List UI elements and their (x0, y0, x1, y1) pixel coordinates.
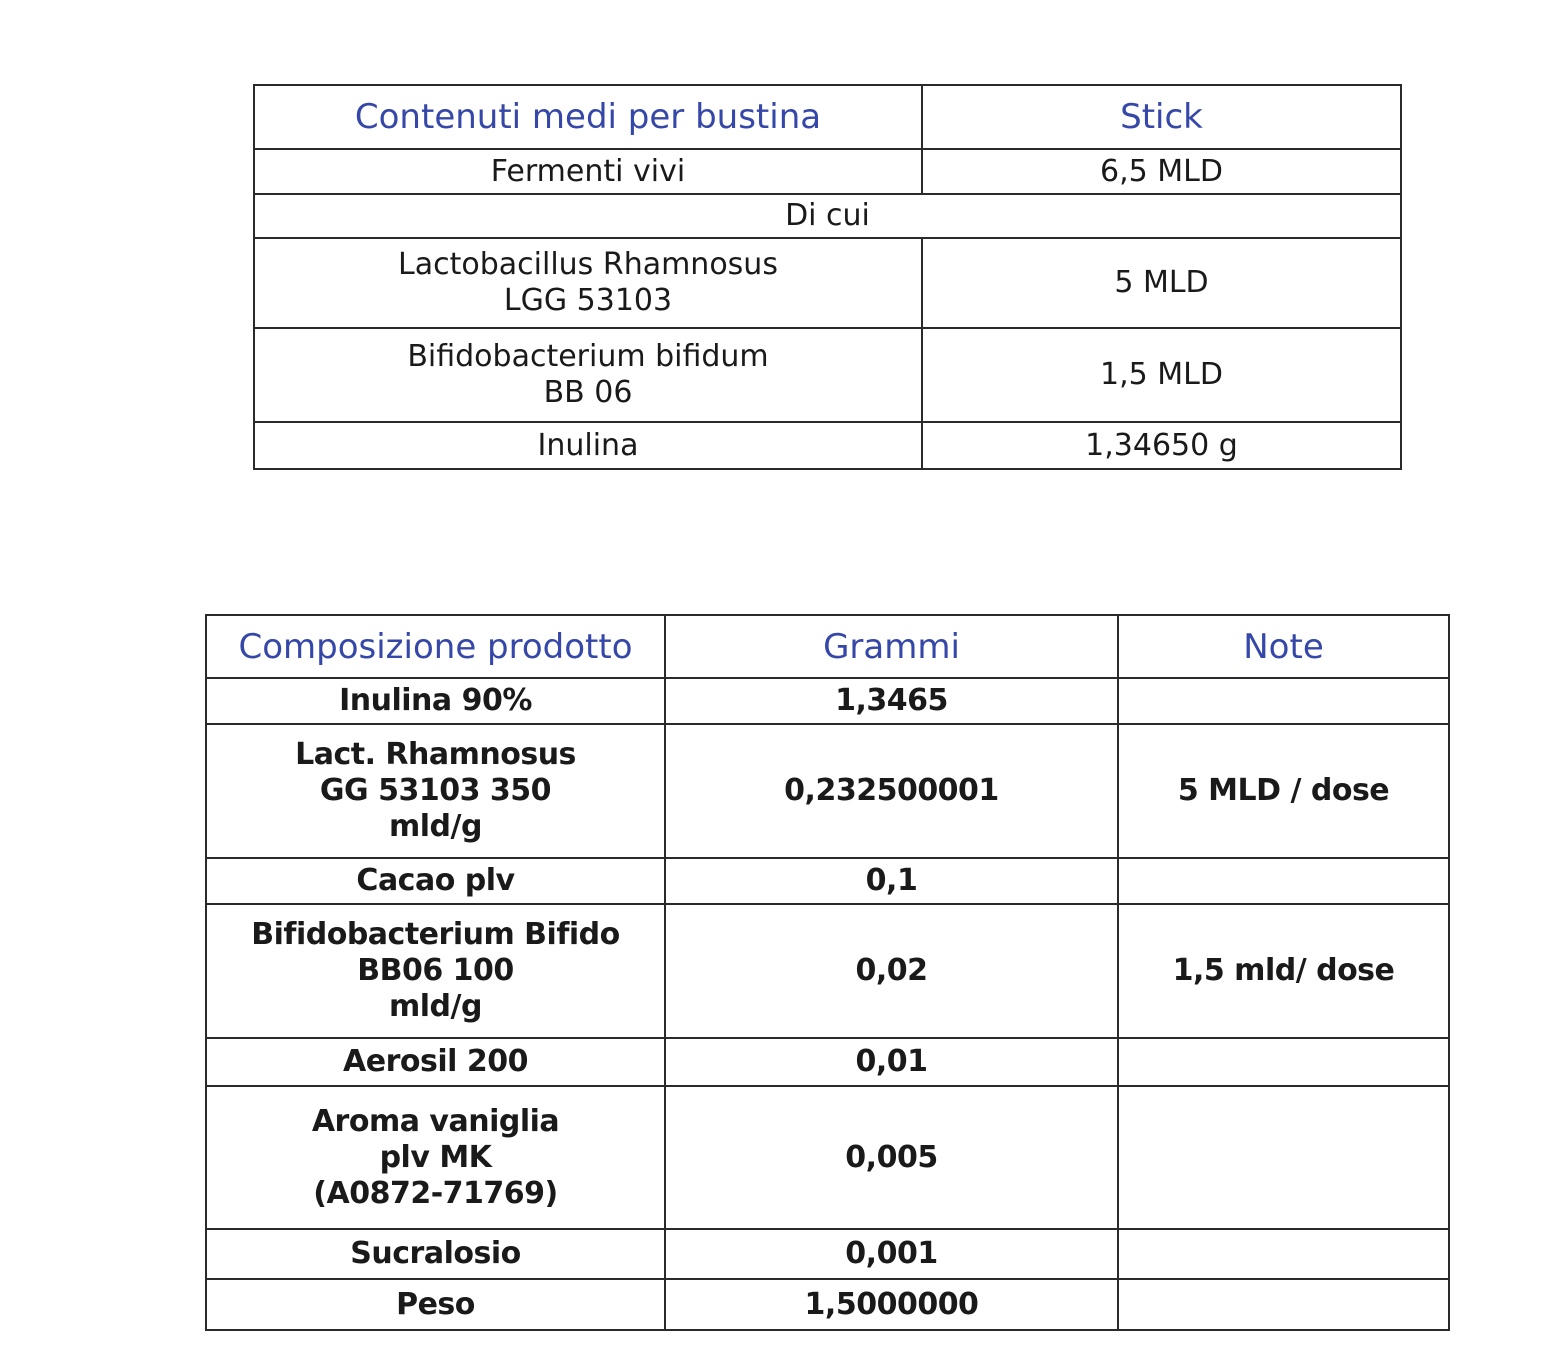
table-header-row (206, 615, 1449, 678)
ingredient-name: Peso (206, 1279, 665, 1330)
ingredient-note (1118, 1086, 1449, 1229)
row-value: 5 MLD (922, 238, 1401, 328)
ingredient-note (1118, 1279, 1449, 1330)
table-row (206, 1038, 1449, 1086)
ingredient-note (1118, 1229, 1449, 1279)
section-label: Di cui (254, 194, 1401, 238)
table-row (206, 1229, 1449, 1279)
table-row (254, 149, 1401, 194)
row-value: 6,5 MLD (922, 149, 1401, 194)
ingredient-grams: 0,01 (665, 1038, 1118, 1086)
ingredient-name: Aroma vaniglia plv MK (A0872-71769) (206, 1086, 665, 1229)
column-header: Grammi (665, 615, 1118, 678)
table-row (206, 1086, 1449, 1229)
row-label: Bifidobacterium bifidum BB 06 (254, 328, 922, 422)
ingredient-grams: 1,3465 (665, 678, 1118, 724)
ingredient-grams: 0,02 (665, 904, 1118, 1038)
column-header: Composizione prodotto (206, 615, 665, 678)
table-row (206, 858, 1449, 904)
ingredient-name: Sucralosio (206, 1229, 665, 1279)
ingredient-note: 1,5 mld/ dose (1118, 904, 1449, 1038)
table-row (206, 904, 1449, 1038)
composition-table (205, 614, 1450, 1331)
table-row (206, 1279, 1449, 1330)
ingredient-grams: 0,1 (665, 858, 1118, 904)
ingredient-name: Inulina 90% (206, 678, 665, 724)
ingredient-grams: 1,5000000 (665, 1279, 1118, 1330)
table-row (254, 422, 1401, 469)
column-header: Contenuti medi per bustina (254, 85, 922, 149)
column-header: Stick (922, 85, 1401, 149)
row-value: 1,34650 g (922, 422, 1401, 469)
ingredient-note: 5 MLD / dose (1118, 724, 1449, 858)
table-row (254, 238, 1401, 328)
row-label: Lactobacillus Rhamnosus LGG 53103 (254, 238, 922, 328)
row-label: Inulina (254, 422, 922, 469)
ingredient-name: Aerosil 200 (206, 1038, 665, 1086)
ingredient-grams: 0,232500001 (665, 724, 1118, 858)
ingredient-name: Bifidobacterium Bifido BB06 100 mld/g (206, 904, 665, 1038)
ingredient-grams: 0,005 (665, 1086, 1118, 1229)
ingredient-name: Cacao plv (206, 858, 665, 904)
table-header-row (254, 85, 1401, 149)
row-label: Fermenti vivi (254, 149, 922, 194)
ingredient-note (1118, 678, 1449, 724)
ingredient-note (1118, 858, 1449, 904)
ingredient-grams: 0,001 (665, 1229, 1118, 1279)
ingredient-name: Lact. Rhamnosus GG 53103 350 mld/g (206, 724, 665, 858)
ingredient-note (1118, 1038, 1449, 1086)
table-row (206, 724, 1449, 858)
row-value: 1,5 MLD (922, 328, 1401, 422)
table-row (254, 194, 1401, 238)
table-row (254, 328, 1401, 422)
table-row (206, 678, 1449, 724)
column-header: Note (1118, 615, 1449, 678)
contents-table (253, 84, 1402, 470)
